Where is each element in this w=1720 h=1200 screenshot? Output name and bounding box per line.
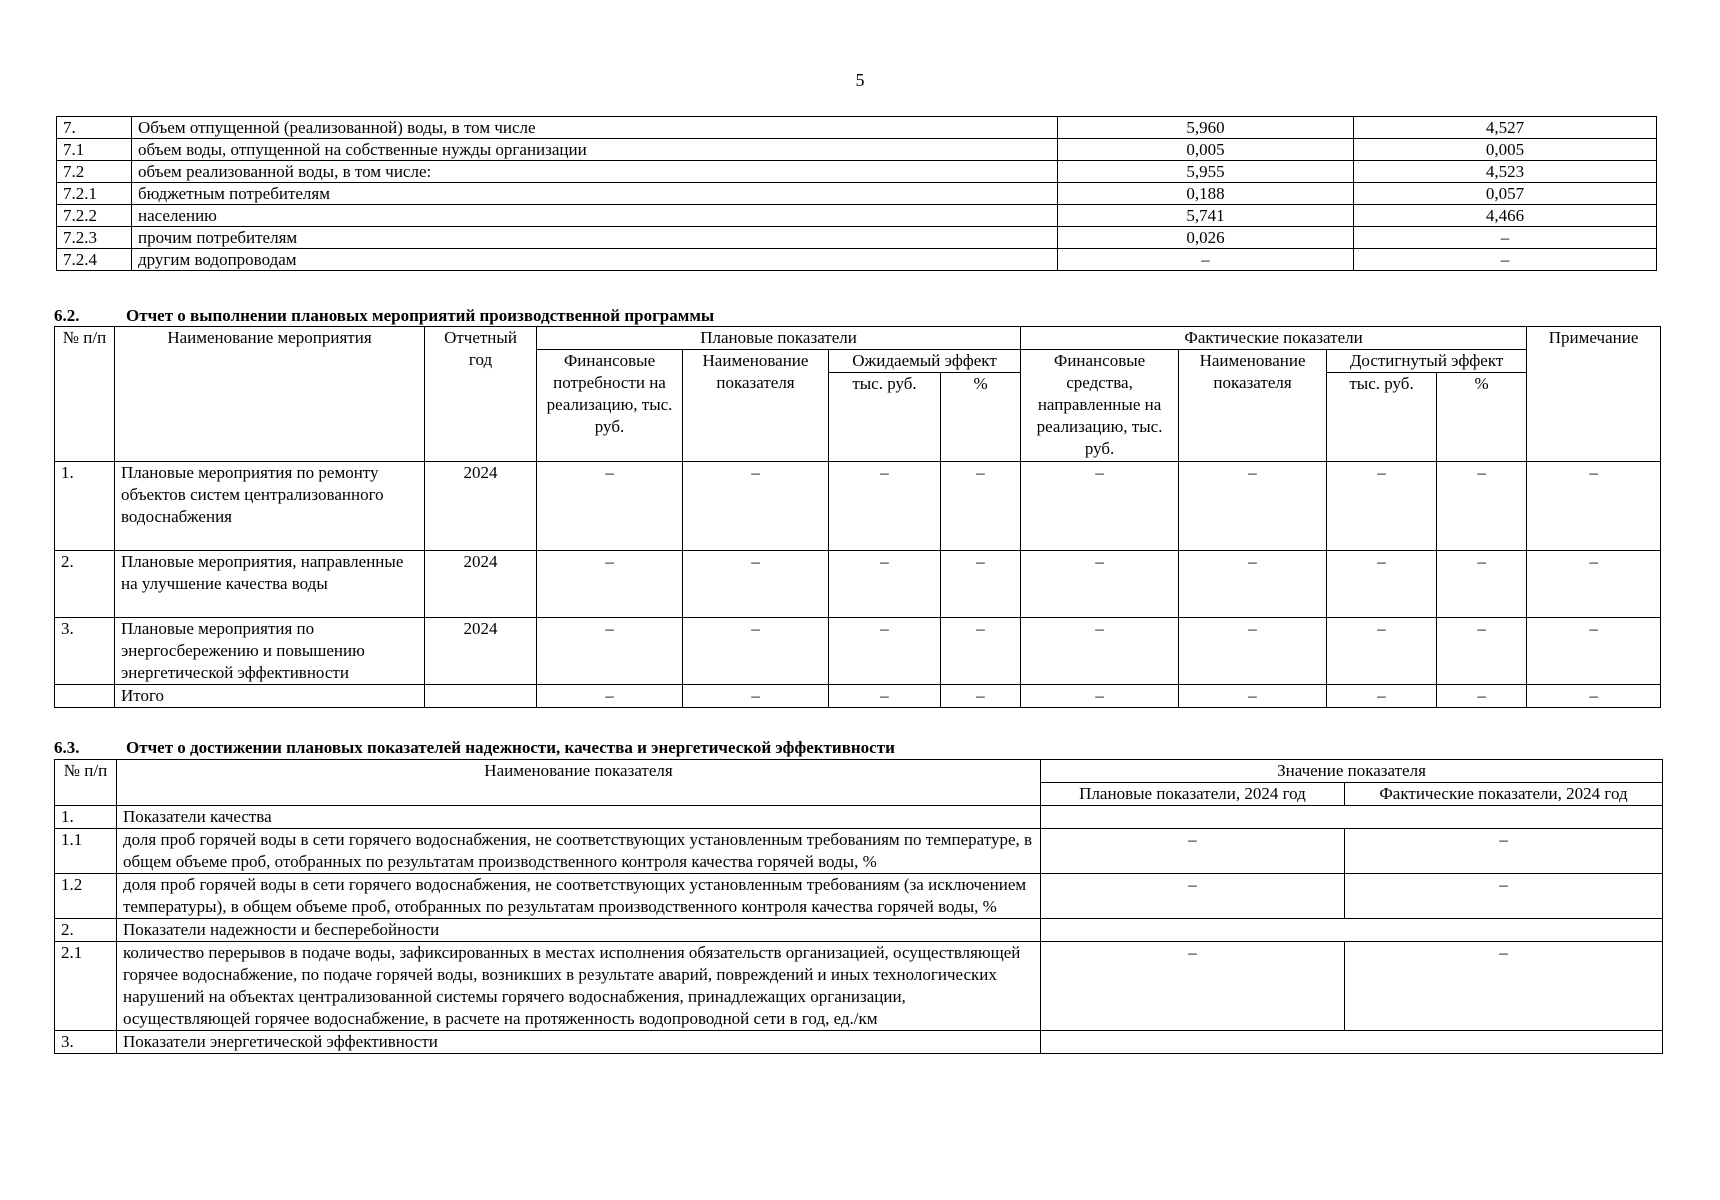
header-value: Значение показателя (1041, 760, 1663, 783)
cell-value: – (683, 551, 829, 618)
row-number: 3. (55, 618, 115, 685)
header-indicator-name: Наименование показателя (683, 350, 829, 462)
header-actual: Фактические показатели (1021, 327, 1527, 350)
cell-value: – (941, 551, 1021, 618)
table-row (55, 874, 1663, 919)
cell-value: – (1437, 551, 1527, 618)
value-actual: 4,527 (1354, 117, 1657, 139)
value-planned: – (1041, 942, 1345, 1031)
value-planned: 5,955 (1058, 161, 1354, 183)
table-row (55, 919, 1663, 942)
cell-value: – (683, 685, 829, 708)
cell-value: – (1021, 462, 1179, 551)
cell-value: – (829, 618, 941, 685)
cell-value: – (1527, 685, 1661, 708)
row-name: Объем отпущенной (реализованной) воды, в том числе (132, 117, 1058, 139)
cell-value: – (1437, 685, 1527, 708)
value-actual: – (1345, 829, 1663, 874)
page-number: 5 (855, 70, 865, 90)
table-row (57, 161, 1657, 183)
indicator-name: количество перерывов в подаче воды, зафиксированных в местах исполнения обязательств организацией, осуществляющей горячее водоснабжение, по подаче горячей воды, возникших в результате аварий, повреждений и иных технологических нарушений на объектах централизованной системы горячего водоснабжения, принадлежащих организации, осуществляющей горячее водоснабжение, в расчете на протяженность водопроводной сети в год, ед./км (117, 942, 1041, 1031)
section-title-6-2 (54, 306, 714, 326)
header-num: № п/п (55, 760, 117, 806)
value-planned: – (1058, 249, 1354, 271)
value-planned: 0,005 (1058, 139, 1354, 161)
header-indicator-name: Наименование показателя (117, 760, 1041, 806)
measure-name: Плановые мероприятия, направленные на улучшение качества воды (115, 551, 425, 618)
section-heading: Отчет о достижении плановых показателей надежности, качества и энергетической эффективности (126, 738, 895, 757)
value-planned: 0,026 (1058, 227, 1354, 249)
water-volume-table (56, 116, 1657, 271)
table-row (55, 942, 1663, 1031)
table-row (57, 117, 1657, 139)
value-actual: 4,466 (1354, 205, 1657, 227)
cell-value: – (1437, 462, 1527, 551)
header-percent: % (941, 373, 1021, 462)
header-row (55, 327, 1661, 350)
header-measure-name: Наименование мероприятия (115, 327, 425, 462)
indicator-name: доля проб горячей воды в сети горячего водоснабжения, не соответствующих установленным требованиям (за исключением температуры), в общем объеме проб, отобранных по результатам производственного контроля качества горячей воды, % (117, 874, 1041, 919)
cell-value: – (1327, 462, 1437, 551)
row-name: объем воды, отпущенной на собственные нужды организации (132, 139, 1058, 161)
header-planned: Плановые показатели, 2024 год (1041, 783, 1345, 806)
cell-value: – (1179, 551, 1327, 618)
cell-value: – (1179, 618, 1327, 685)
header-planned: Плановые показатели (537, 327, 1021, 350)
cell-value: – (1021, 551, 1179, 618)
row-number: 3. (55, 1031, 117, 1054)
section-number: 6.3. (54, 738, 80, 757)
cell-value: – (1179, 462, 1327, 551)
row-number: 7.2.4 (57, 249, 132, 271)
section-title-6-3 (54, 738, 895, 758)
cell-value: – (1437, 618, 1527, 685)
report-year (425, 685, 537, 708)
cell-value: – (829, 462, 941, 551)
value-planned: – (1041, 829, 1345, 874)
table-row (55, 551, 1661, 618)
table-row (57, 139, 1657, 161)
value-actual: – (1345, 874, 1663, 919)
cell-value: – (941, 462, 1021, 551)
row-number: 2. (55, 551, 115, 618)
row-number: 1. (55, 462, 115, 551)
row-number: 7. (57, 117, 132, 139)
planned-measures-table (54, 326, 1661, 708)
value-planned: – (1041, 874, 1345, 919)
value-planned: 5,741 (1058, 205, 1354, 227)
cell-value: – (1179, 685, 1327, 708)
row-number: 7.2.2 (57, 205, 132, 227)
row-number: 1. (55, 806, 117, 829)
measure-name: Плановые мероприятия по ремонту объектов систем централизованного водоснабжения (115, 462, 425, 551)
cell-value: – (683, 462, 829, 551)
cell-value: – (941, 618, 1021, 685)
cell-value: – (1327, 618, 1437, 685)
indicator-name: доля проб горячей воды в сети горячего водоснабжения, не соответствующих установленным требованиям по температуре, в общем объеме проб, отобранных по результатам производственного контроля качества горячей воды, % (117, 829, 1041, 874)
section-number: 6.2. (54, 306, 80, 325)
total-label: Итого (115, 685, 425, 708)
measure-name: Плановые мероприятия по энергосбережению и повышению энергетической эффективности (115, 618, 425, 685)
value-actual: 0,057 (1354, 183, 1657, 205)
cell-value: – (537, 551, 683, 618)
row-name: другим водопроводам (132, 249, 1058, 271)
cell-value: – (1527, 618, 1661, 685)
row-number: 7.2.1 (57, 183, 132, 205)
row-number: 7.1 (57, 139, 132, 161)
indicator-name: Показатели энергетической эффективности (117, 1031, 1041, 1054)
cell-value: – (829, 685, 941, 708)
value-actual: – (1354, 227, 1657, 249)
header-row (55, 760, 1663, 783)
header-expected-effect: Ожидаемый эффект (829, 350, 1021, 373)
table-row (57, 205, 1657, 227)
row-number: 1.1 (55, 829, 117, 874)
table-row (57, 183, 1657, 205)
reliability-indicators-table (54, 759, 1663, 1054)
total-row (55, 685, 1661, 708)
row-name: бюджетным потребителям (132, 183, 1058, 205)
row-number: 7.2.3 (57, 227, 132, 249)
row-name: объем реализованной воды, в том числе: (132, 161, 1058, 183)
row-name: прочим потребителям (132, 227, 1058, 249)
table-row (55, 806, 1663, 829)
cell-value: – (829, 551, 941, 618)
cell-value: – (683, 618, 829, 685)
indicator-name: Показатели надежности и бесперебойности (117, 919, 1041, 942)
value-actual: 4,523 (1354, 161, 1657, 183)
report-year: 2024 (425, 551, 537, 618)
row-name: населению (132, 205, 1058, 227)
header-thous-rub: тыс. руб. (1327, 373, 1437, 462)
header-num: № п/п (55, 327, 115, 462)
table-row (55, 618, 1661, 685)
row-number: 2.1 (55, 942, 117, 1031)
value-planned: 0,188 (1058, 183, 1354, 205)
header-fin-needs: Финансовые потребности на реализацию, тыс. руб. (537, 350, 683, 462)
row-number: 1.2 (55, 874, 117, 919)
table-row (55, 1031, 1663, 1054)
row-number: 7.2 (57, 161, 132, 183)
header-fin-means: Финансовые средства, направленные на реализацию, тыс. руб. (1021, 350, 1179, 462)
indicator-values (1041, 806, 1663, 829)
value-actual: 0,005 (1354, 139, 1657, 161)
header-indicator-name: Наименование показателя (1179, 350, 1327, 462)
cell-value: – (1021, 685, 1179, 708)
section-heading: Отчет о выполнении плановых мероприятий производственной программы (126, 306, 715, 325)
value-actual: – (1345, 942, 1663, 1031)
report-year: 2024 (425, 462, 537, 551)
header-year: Отчетный год (425, 327, 537, 462)
value-planned: 5,960 (1058, 117, 1354, 139)
cell-value: – (941, 685, 1021, 708)
value-actual: – (1354, 249, 1657, 271)
table-row (55, 462, 1661, 551)
indicator-values (1041, 919, 1663, 942)
table-row (57, 249, 1657, 271)
report-year: 2024 (425, 618, 537, 685)
table-row (55, 829, 1663, 874)
cell-value: – (537, 685, 683, 708)
cell-value: – (1327, 551, 1437, 618)
cell-value: – (537, 462, 683, 551)
row-number (55, 685, 115, 708)
header-thous-rub: тыс. руб. (829, 373, 941, 462)
cell-value: – (1527, 462, 1661, 551)
cell-value: – (537, 618, 683, 685)
header-note: Примечание (1527, 327, 1661, 462)
header-percent: % (1437, 373, 1527, 462)
cell-value: – (1021, 618, 1179, 685)
header-achieved-effect: Достигнутый эффект (1327, 350, 1527, 373)
indicator-values (1041, 1031, 1663, 1054)
table-row (57, 227, 1657, 249)
cell-value: – (1527, 551, 1661, 618)
row-number: 2. (55, 919, 117, 942)
header-actual: Фактические показатели, 2024 год (1345, 783, 1663, 806)
indicator-name: Показатели качества (117, 806, 1041, 829)
cell-value: – (1327, 685, 1437, 708)
